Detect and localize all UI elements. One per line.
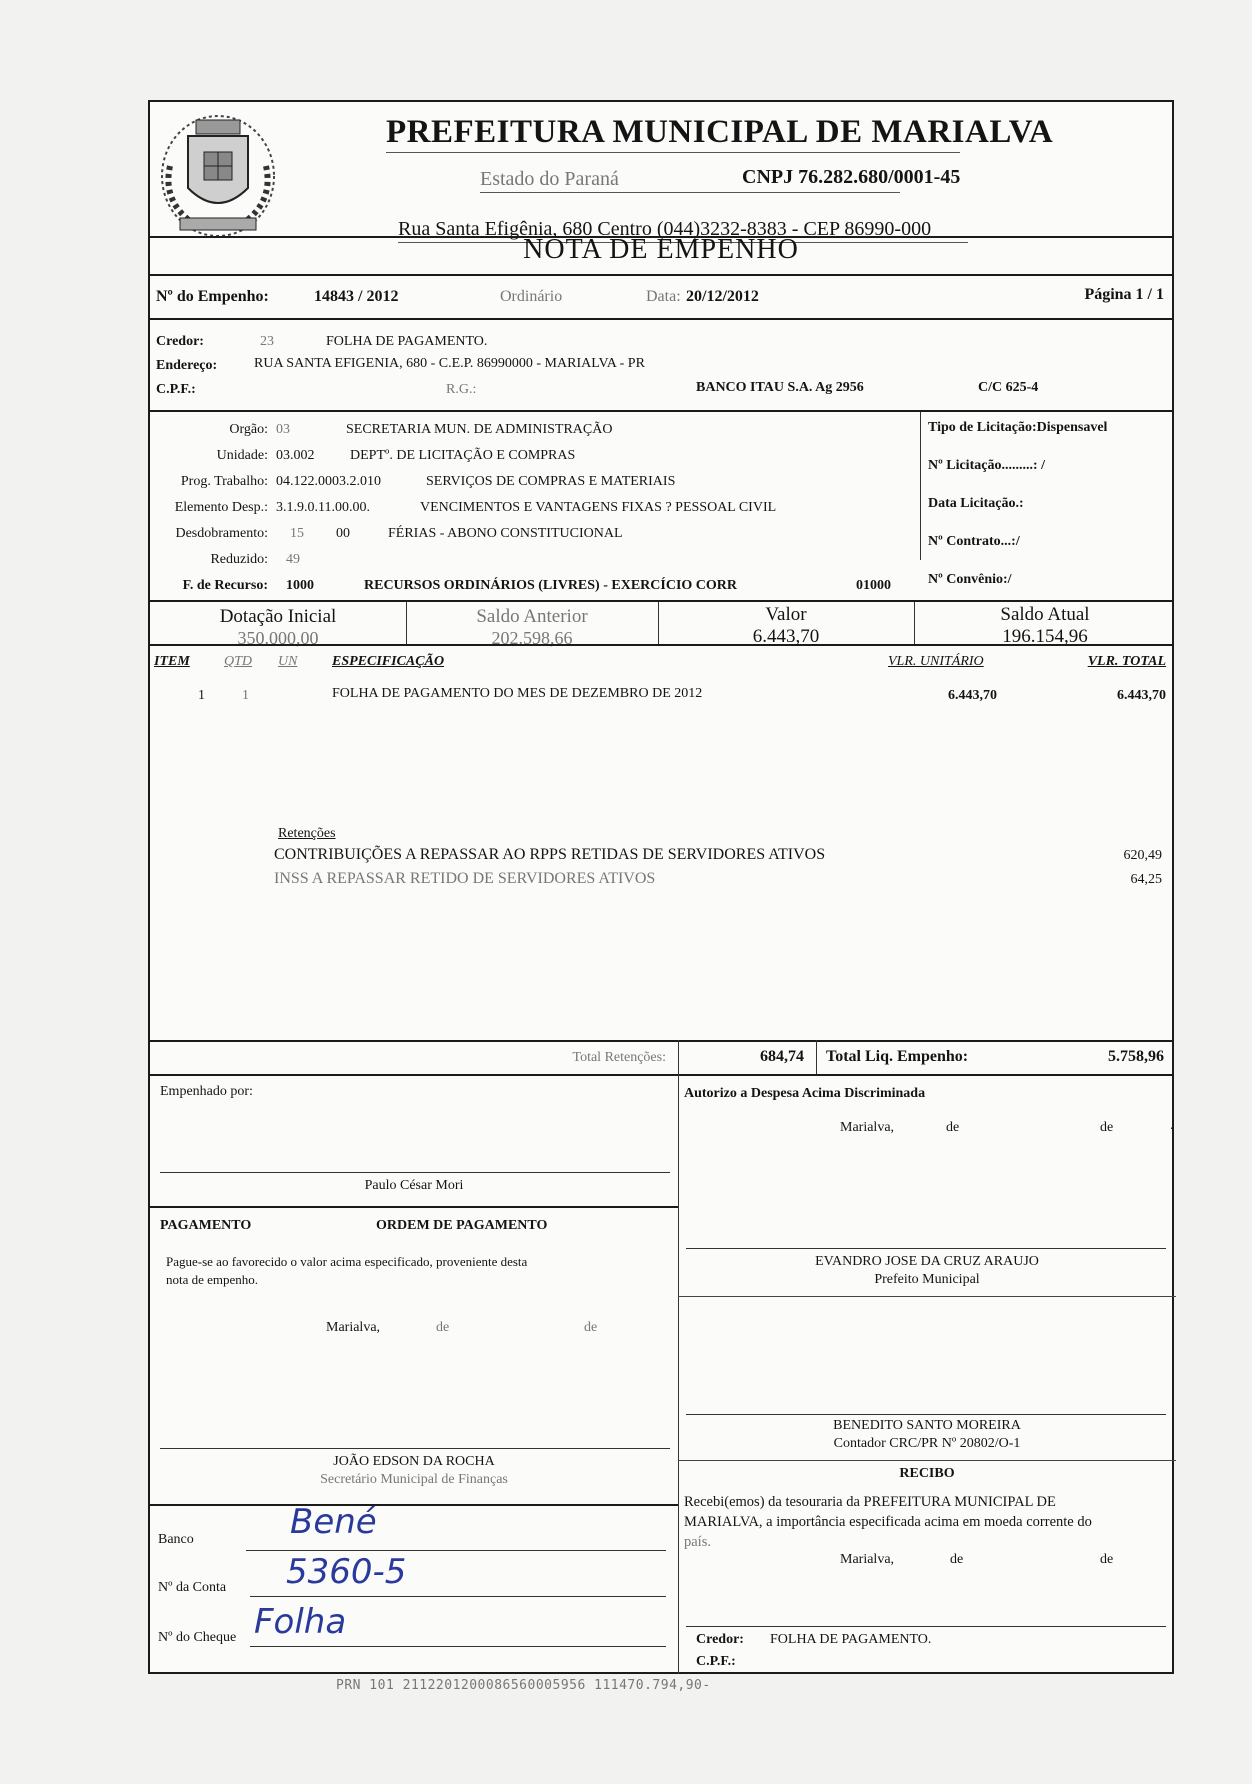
- col-vlr-unitario: VLR. UNITÁRIO: [888, 654, 984, 669]
- valor-value: 6.443,70: [752, 626, 820, 647]
- fonte-desc: RECURSOS ORDINÁRIOS (LIVRES) - EXERCÍCIO CORR: [364, 578, 737, 593]
- recibo-text-3: país.: [684, 1534, 711, 1550]
- tipo-licitacao: Tipo de Licitação:Dispensavel: [928, 420, 1108, 435]
- programa-label: Prog. Trabalho:: [180, 474, 268, 489]
- unidade-desc: DEPTº. DE LICITAÇÃO E COMPRAS: [350, 448, 576, 463]
- bank-account: C/C 625-4: [978, 380, 1039, 395]
- recibo-city: Marialva,: [840, 1552, 895, 1567]
- saldo-atual-label: Saldo Atual: [1000, 604, 1090, 625]
- numero-contrato: Nº Contrato...:/: [928, 534, 1020, 549]
- prefeito-title: Prefeito Municipal: [874, 1272, 980, 1287]
- retencao-2-desc: INSS A REPASSAR RETIDO DE SERVIDORES ATIVOS: [274, 870, 656, 887]
- signature-cheque: Folha: [254, 1602, 347, 1642]
- empenho-label: Nº do Empenho:: [156, 288, 269, 305]
- fonte-code: 1000: [286, 578, 314, 593]
- autorizo-city: Marialva,: [840, 1120, 895, 1135]
- autorizo-de-1: de: [946, 1120, 960, 1135]
- programa-desc: SERVIÇOS DE COMPRAS E MATERIAIS: [426, 474, 676, 489]
- desdobramento-label: Desdobramento:: [175, 526, 268, 541]
- recibo-credor-label: Credor:: [696, 1632, 744, 1647]
- recibo-credor-value: FOLHA DE PAGAMENTO.: [770, 1632, 932, 1647]
- col-un: UN: [278, 654, 298, 669]
- date-label: Data:: [646, 288, 681, 305]
- nota-de-empenho-document: [148, 100, 1174, 1674]
- recibo-title: RECIBO: [899, 1466, 955, 1481]
- autorizo-dot: .: [1170, 1118, 1174, 1133]
- desdobramento-code: 15: [290, 526, 304, 541]
- contador-title: Contador CRC/PR Nº 20802/O-1: [833, 1436, 1021, 1451]
- page-number: Página 1 / 1: [1084, 286, 1164, 303]
- orgao-code: 03: [276, 422, 290, 437]
- signature-conta: 5360-5: [286, 1552, 407, 1592]
- saldo-anterior-value: 202.598,66: [491, 628, 573, 648]
- retencao-1-value: 620,49: [1123, 848, 1162, 863]
- secretario-title: Secretário Municipal de Finanças: [320, 1472, 508, 1487]
- ordem-pagamento-label: ORDEM DE PAGAMENTO: [376, 1218, 548, 1233]
- elemento-desc: VENCIMENTOS E VANTAGENS FIXAS ? PESSOAL CIVIL: [420, 500, 777, 515]
- numero-licitacao: Nº Licitação.........: /: [928, 458, 1045, 473]
- total-liquido-label: Total Liq. Empenho:: [826, 1048, 969, 1065]
- state-name: Estado do Paraná: [480, 168, 619, 190]
- unidade-label: Unidade:: [216, 448, 268, 463]
- desdobramento-desc: FÉRIAS - ABONO CONSTITUCIONAL: [388, 526, 623, 541]
- dotacao-inicial-value: 350.000,00: [237, 628, 319, 648]
- orgao-desc: SECRETARIA MUN. DE ADMINISTRAÇÃO: [346, 422, 613, 437]
- empenho-type: Ordinário: [500, 288, 563, 305]
- row-especificacao: FOLHA DE PAGAMENTO DO MES DE DEZEMBRO DE 2012: [332, 686, 703, 701]
- total-liquido-value: 5.758,96: [1108, 1048, 1164, 1065]
- recibo-text-1: Recebi(emos) da tesouraria da PREFEITURA MUNICIPAL DE: [684, 1494, 1056, 1510]
- reduzido-label: Reduzido:: [210, 552, 268, 567]
- col-especificacao: ESPECIFICAÇÃO: [332, 654, 445, 669]
- conta-label: Nº da Conta: [158, 1580, 227, 1595]
- autorizo-de-2: de: [1100, 1120, 1114, 1135]
- total-retencoes-label: Total Retenções:: [572, 1050, 666, 1065]
- credor-code: 23: [260, 334, 274, 349]
- data-licitacao: Data Licitação.:: [928, 496, 1024, 511]
- dotacao-inicial-label: Dotação Inicial: [219, 606, 337, 627]
- col-vlr-total: VLR. TOTAL: [1087, 654, 1166, 669]
- empenhado-por-name: Paulo César Mori: [364, 1178, 464, 1193]
- cnpj: CNPJ 76.282.680/0001-45: [742, 166, 961, 188]
- valor-label: Valor: [765, 604, 807, 625]
- pagamento-de-2: de: [584, 1320, 598, 1335]
- numero-convenio: Nº Convênio:/: [928, 572, 1012, 587]
- reduzido-code: 49: [286, 552, 300, 567]
- coat-of-arms-icon: [154, 106, 282, 244]
- credor-label: Credor:: [156, 334, 204, 349]
- endereco-label: Endereço:: [156, 358, 218, 373]
- recibo-de-1: de: [950, 1552, 964, 1567]
- col-qtd: QTD: [224, 654, 253, 669]
- footer-code: PRN 101 2112201200086560005956 111470.794,90-: [336, 1678, 711, 1693]
- saldo-atual-value: 196.154,96: [1002, 626, 1088, 647]
- signature-banco: Bené: [290, 1502, 377, 1542]
- prefeito-name: EVANDRO JOSE DA CRUZ ARAUJO: [815, 1254, 1039, 1269]
- elemento-code: 3.1.9.0.11.00.00.: [276, 500, 370, 515]
- endereco-value: RUA SANTA EFIGENIA, 680 - C.E.P. 86990000 - MARIALVA - PR: [254, 356, 645, 371]
- recibo-cpf-label: C.P.F.:: [696, 1654, 736, 1669]
- desdobramento-code2: 00: [336, 526, 350, 541]
- rg-label: R.G.:: [446, 382, 477, 397]
- contador-name: BENEDITO SANTO MOREIRA: [833, 1418, 1021, 1433]
- retencao-2-value: 64,25: [1130, 872, 1162, 887]
- cpf-label: C.P.F.:: [156, 382, 196, 397]
- unidade-code: 03.002: [276, 448, 315, 463]
- recibo-text-2: MARIALVA, a importância especificada acima em moeda corrente do: [684, 1514, 1092, 1530]
- banco-label: Banco: [158, 1532, 194, 1547]
- row-vlr-unitario: 6.443,70: [948, 688, 997, 703]
- retencao-1-desc: CONTRIBUIÇÕES A REPASSAR AO RPPS RETIDAS DE SERVIDORES ATIVOS: [274, 846, 826, 863]
- pague-text-1: Pague-se ao favorecido o valor acima especificado, proveniente desta: [166, 1254, 528, 1269]
- elemento-label: Elemento Desp.:: [174, 500, 268, 515]
- programa-code: 04.122.0003.2.010: [276, 474, 381, 489]
- retencoes-title: Retenções: [278, 826, 336, 841]
- pagamento-city: Marialva,: [326, 1320, 381, 1335]
- credor-name: FOLHA DE PAGAMENTO.: [326, 334, 488, 349]
- document-title: NOTA DE EMPENHO: [523, 234, 799, 265]
- bank-info: BANCO ITAU S.A. Ag 2956: [696, 380, 864, 395]
- autorizo-label: Autorizo a Despesa Acima Discriminada: [684, 1086, 926, 1101]
- pagamento-de-1: de: [436, 1320, 450, 1335]
- date-value: 20/12/2012: [686, 288, 759, 305]
- row-item: 1: [198, 688, 205, 703]
- municipality-title: PREFEITURA MUNICIPAL DE MARIALVA: [386, 114, 1054, 150]
- recibo-de-2: de: [1100, 1552, 1114, 1567]
- cheque-label: Nº do Cheque: [158, 1630, 237, 1645]
- orgao-label: Orgão:: [229, 422, 268, 437]
- pague-text-2: nota de empenho.: [166, 1272, 259, 1287]
- fonte-label: F. de Recurso:: [182, 578, 268, 593]
- empenhado-por-label: Empenhado por:: [160, 1084, 253, 1099]
- address: Rua Santa Efigênia, 680 Centro (044)3232-8383 - CEP 86990-000: [398, 218, 932, 240]
- row-qtd: 1: [242, 688, 249, 703]
- total-retencoes-value: 684,74: [760, 1048, 804, 1065]
- empenho-number: 14843 / 2012: [314, 288, 399, 305]
- fonte-number: 01000: [856, 578, 891, 593]
- row-vlr-total: 6.443,70: [1117, 688, 1166, 703]
- saldo-anterior-label: Saldo Anterior: [476, 606, 588, 627]
- pagamento-label: PAGAMENTO: [160, 1218, 252, 1233]
- col-item: ITEM: [154, 654, 190, 669]
- secretario-name: JOÃO EDSON DA ROCHA: [333, 1454, 495, 1469]
